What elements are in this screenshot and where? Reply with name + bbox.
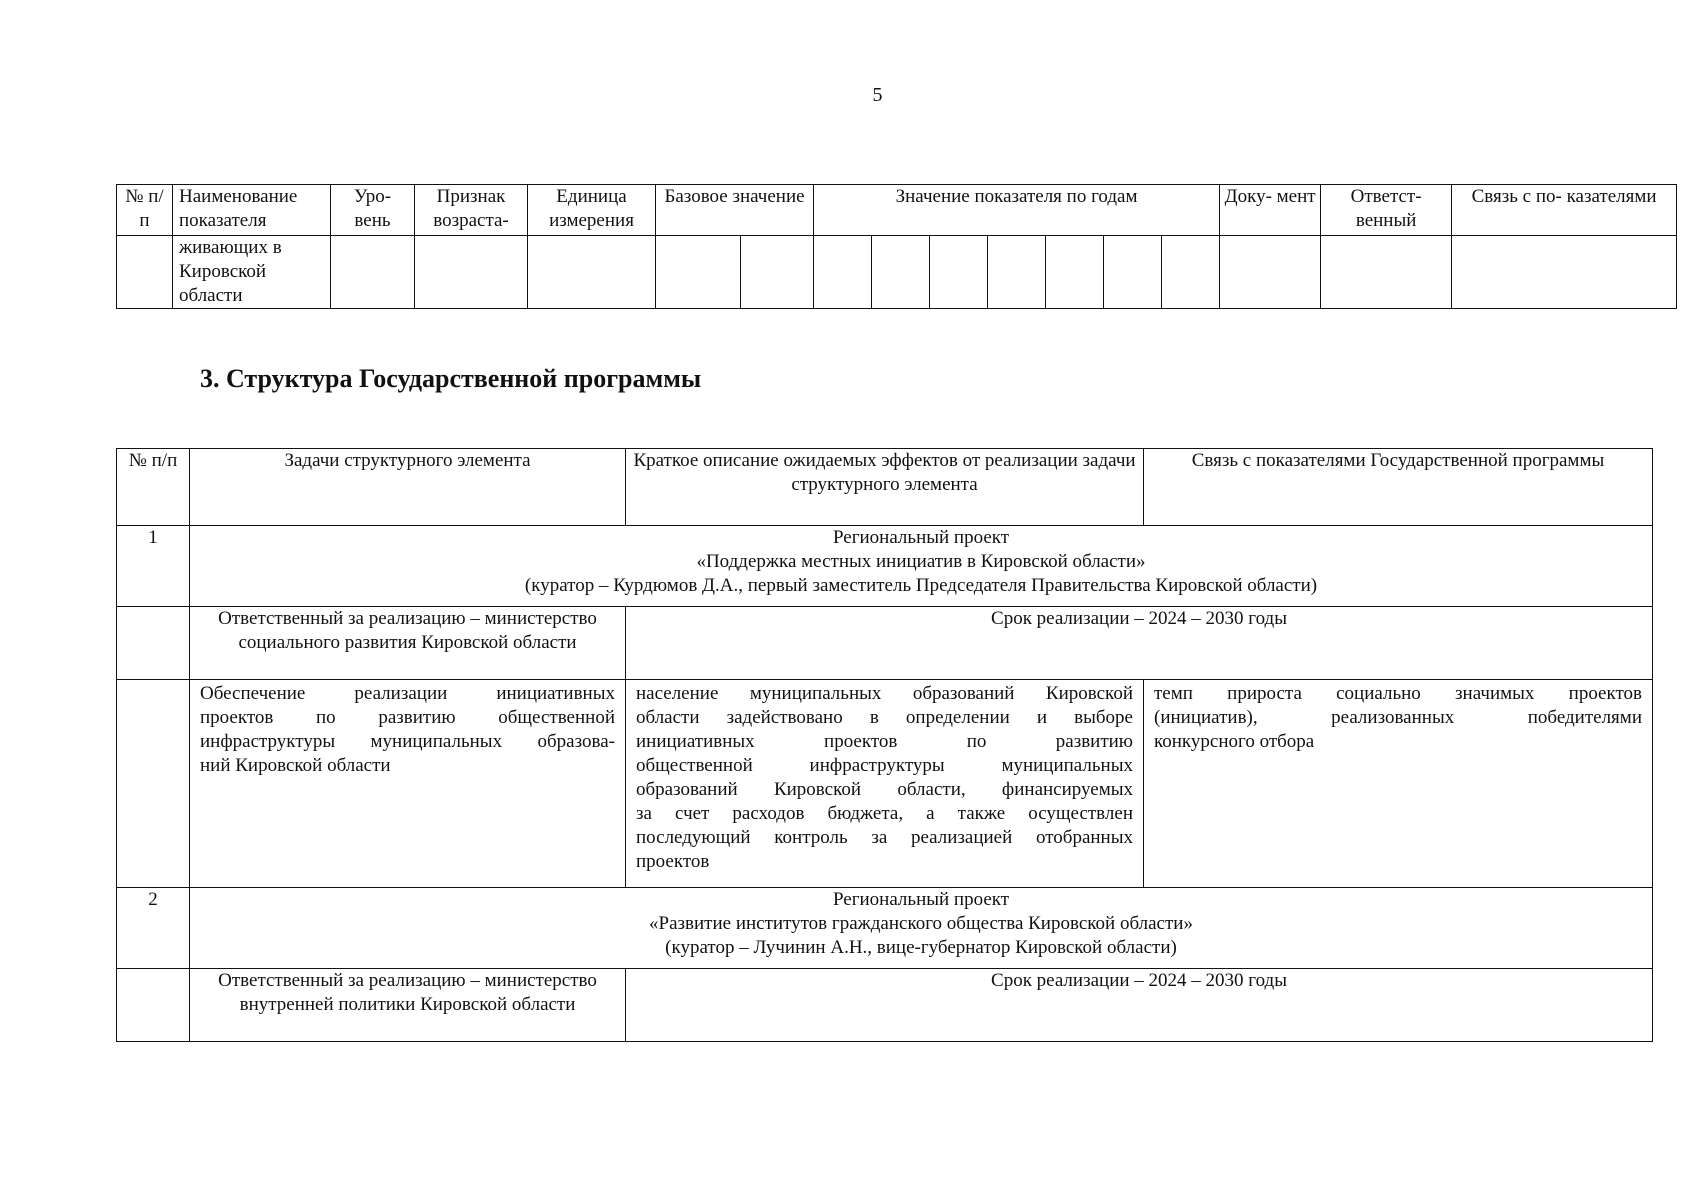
project-curator: (куратор – Курдюмов Д.А., первый заместитель Председателя Правительства Кировской области) [524,575,1318,596]
text-line: общественной инфраструктуры муниципальных [636,755,1133,776]
table-cell [814,236,872,309]
table-cell [1321,236,1452,309]
table-cell [872,236,930,309]
table-cell [117,680,190,888]
header-num: № п/п [117,449,190,526]
project-name: «Поддержка местных инициатив в Кировской области» [696,551,1146,572]
table-cell [331,236,415,309]
table-cell [1452,236,1677,309]
structure-table [116,448,1653,1042]
section-title: 3. Структура Государственной программы [200,364,702,393]
header-num: № п/п [117,185,173,236]
text-line: проектов [636,851,710,872]
header-name: Наименование показателя [173,185,331,236]
header-link: Связь с показателями Государственной программы [1144,449,1653,526]
header-level: Уро- вень [331,185,415,236]
text-line: образований Кировской области, финансируемых [636,779,1133,800]
header-attribute: Признак возраста- [415,185,528,236]
project-1-header [190,526,1653,607]
project-1-effect [626,680,1144,888]
indicator-name-cell: живающих в Кировской области [173,236,331,309]
text-line: последующий контроль за реализацией отобранных [636,827,1133,848]
table-cell [1046,236,1104,309]
header-link: Связь с по- казателями [1452,185,1677,236]
project-2-term: Срок реализации – 2024 – 2030 годы [626,969,1653,1042]
text-line: области задействовано в определении и выборе [636,707,1133,728]
project-1-task [190,680,626,888]
text-line: население муниципальных образований Кировской [636,683,1133,704]
table-cell [117,607,190,680]
header-base-value: Базовое значение [656,185,814,236]
indicator-table [116,184,1677,309]
project-2-responsible: Ответственный за реализацию – министерство внутренней политики Кировской области [190,969,626,1042]
table-cell [415,236,528,309]
text-line: инициативных проектов по развитию [636,731,1133,752]
header-document: Доку- мент [1220,185,1321,236]
project-2-num: 2 [117,888,190,969]
header-responsible: Ответст- венный [1321,185,1452,236]
text-line: темп прироста социально значимых проектов [1154,683,1642,704]
text-line: Обеспечение реализации инициативных [200,683,615,704]
project-1-responsible: Ответственный за реализацию – министерство социального развития Кировской области [190,607,626,680]
table-cell [988,236,1046,309]
table-cell [1220,236,1321,309]
text-line: (инициатив), реализованных победителями [1154,707,1642,728]
project-name: «Развитие институтов гражданского общества Кировской области» [649,913,1193,934]
table-cell [930,236,988,309]
table-cell [1104,236,1162,309]
table-cell [528,236,656,309]
header-effects: Краткое описание ожидаемых эффектов от реализации задачи структурного элемента [626,449,1144,526]
table-cell [117,969,190,1042]
page-number: 5 [872,84,883,106]
header-tasks: Задачи структурного элемента [190,449,626,526]
table-cell [1162,236,1220,309]
project-label: Региональный проект [832,889,1010,910]
project-curator: (куратор – Лучинин А.Н., вице-губернатор Кировской области) [665,937,1177,958]
table-cell [117,236,173,309]
text-line: ний Кировской области [200,755,391,776]
project-1-term: Срок реализации – 2024 – 2030 годы [626,607,1653,680]
header-unit: Единица измерения [528,185,656,236]
project-label: Региональный проект [832,527,1010,548]
project-2-header [190,888,1653,969]
project-1-num: 1 [117,526,190,607]
text-line: инфраструктуры муниципальных образова- [200,731,615,752]
table-cell [656,236,741,309]
text-line: за счет расходов бюджета, а также осуществлен [636,803,1133,824]
text-line: конкурсного отбора [1154,731,1315,752]
table-cell [741,236,814,309]
header-values-by-years: Значение показателя по годам [814,185,1220,236]
project-1-link [1144,680,1653,888]
text-line: проектов по развитию общественной [200,707,615,728]
